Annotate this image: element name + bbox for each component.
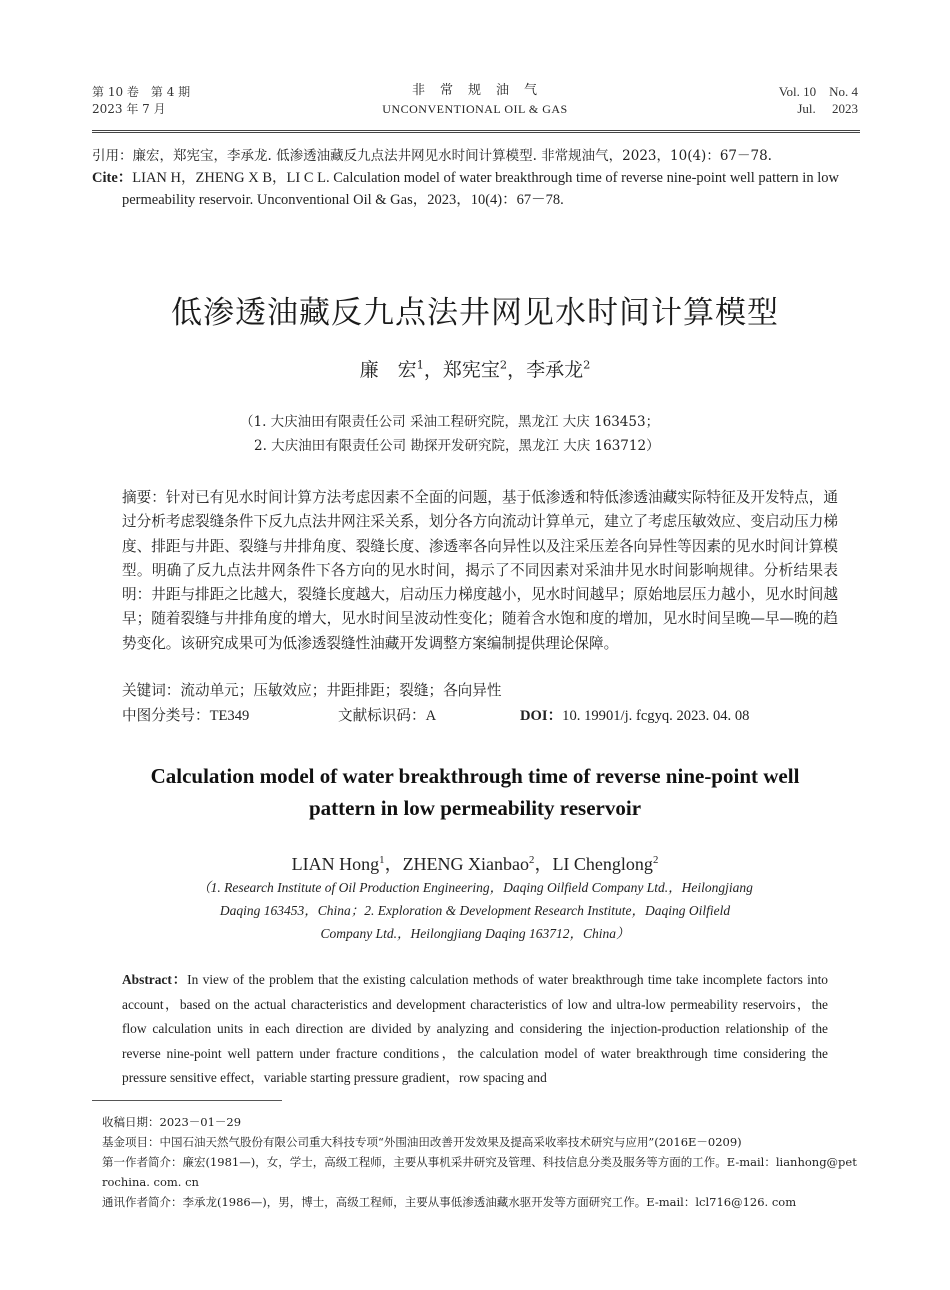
doi: DOI：10. 19901/j. fcgyq. 2023. 04. 08 (520, 708, 750, 724)
author-en-1: LIAN Hong$^1$， (291, 854, 403, 874)
page-title-en: Calculation model of water breakthrough time of reverse nine-point well pattern in low permeability reservoir (150, 764, 800, 820)
keywords-cn (122, 679, 501, 700)
affiliation-cn-1: （1. 大庆油田有限责任公司 采油工程研究院，黑龙江 大庆 163453； (240, 414, 660, 430)
abstract-en-label: Abstract： (122, 972, 188, 987)
citation-en (92, 167, 862, 211)
clc-number: 中图分类号：TE349 (122, 707, 250, 724)
affiliation-en-line-3: Company Ltd.，Heilongjiang Daqing 163712，China） (320, 926, 630, 941)
journal-name-en: UNCONVENTIONAL OIL & GAS (382, 102, 568, 116)
citation-cn (92, 145, 862, 167)
affiliations-cn (240, 410, 740, 458)
affiliations-en (140, 876, 810, 945)
keywords-cn-label: 关键词： (122, 682, 181, 699)
citation-cn-text: 廉宏，郑宪宝，李承龙. 低渗透油藏反九点法井网见水时间计算模型. 非常规油气，2023，10(4)：67－78. (132, 148, 772, 164)
footnote-rule (92, 1100, 282, 1101)
abstract-en-text: In view of the problem that the existing calculation methods of water breakthrough time take incomplete factors into account，based on the actual characteristics and development characteristics of low and ultra-low permeability reservoirs，the flow calculation units in each direction are divided by analyzing and considering the injection-production relationship of the reverse nine-point well pattern under fracture conditions，the calculation model of water breakthrough time considering the pressure sensitive effect，variable starting pressure gradient，row spacing and (122, 972, 828, 1086)
citation-cn-label: 引用： (92, 148, 133, 164)
abstract-cn (122, 486, 838, 656)
citation-en-text: LIAN H，ZHENG X B，LI C L. Calculation model of water breakthrough time of reverse nine-point well pattern in low permeability reservoir. Unconventional Oil & Gas，2023，10(4)：67－78. (122, 170, 839, 208)
date-cn: 2023 年 7 月 (92, 102, 166, 116)
abstract-en (122, 968, 828, 1091)
first-author-bio: 第一作者简介：廉宏(1981—)，女，学士，高级工程师，主要从事机采井研究及管理、科技信息分类及服务等方面的工作。E-mail：lianhong@petrochina. com. cn (102, 1155, 857, 1189)
abstract-cn-label: 摘要： (122, 489, 166, 506)
citation-en-label: Cite： (92, 170, 133, 186)
keywords-cn-text: 流动单元；压敏效应；井距排距；裂缝；各向异性 (180, 682, 502, 699)
fund-project: 基金项目：中国石油天然气股份有限公司重大科技专项“外围油田改善开发效果及提高采收率技术研究与应用”(2016E－0209) (102, 1135, 742, 1149)
author-cn-1: 廉 宏$^1$， (359, 357, 443, 381)
journal-name-cn: 非 常 规 油 气 (411, 83, 538, 98)
document-code: 文献标识码：A (338, 707, 437, 724)
corresponding-author-bio: 通讯作者简介：李承龙(1986—)，男，博士，高级工程师，主要从事低渗透油藏水驱开发等方面研究工作。E-mail：lcl716@126. com (102, 1195, 797, 1209)
footnotes (102, 1112, 862, 1212)
received-date: 收稿日期：2023－01－29 (102, 1115, 242, 1129)
header-rule-double (92, 132, 860, 133)
affiliation-en-line-2: Daqing 163453，China；2. Exploration & Development Research Institute，Daqing Oilfield (219, 903, 731, 918)
abstract-cn-text: 针对已有见水时间计算方法考虑因素不全面的问题，基于低渗透和特低渗透油藏实际特征及开发特点，通过分析考虑裂缝条件下反九点法井网注采关系，划分各方向流动计算单元，建立了考虑压敏效应、变启动压力梯度、排距与井距、裂缝与井排角度、裂缝长度、渗透率各向异性以及注采压差各向异性等因素的见水时间计算模型。明确了反九点法井网条件下各方向的见水时间，揭示了不同因素对采油井见水时间影响规律。分析结果表明：井距与排距之比越大，裂缝长度越大，启动压力梯度越小，见水时间越早；原始地层压力越小，见水时间越早；随着裂缝与井排角度的增大，见水时间呈波动性变化；随着含水饱和度的增加，见水时间呈晚—早—晚的趋势变化。该研究成果可为低渗透裂缝性油藏开发调整方案编制提供理论保障。 (122, 489, 838, 652)
author-cn-3: 李承龙$^2$ (526, 357, 591, 381)
author-cn-2: 郑宪宝$^2$， (442, 357, 527, 381)
header-rule (92, 130, 860, 131)
volume-issue-en: Vol. 10 No. 4 (778, 84, 858, 99)
author-en-3: LI Chenglong$^2$ (552, 854, 659, 874)
page-title-cn: 低渗透油藏反九点法井网见水时间计算模型 (171, 295, 779, 331)
affiliation-en-line-1: （1. Research Institute of Oil Production Engineering，Daqing Oilfield Company Ltd.，Heilongjiang (197, 880, 753, 895)
authors-cn (0, 355, 950, 382)
author-en-2: ZHENG Xianbao$^2$， (402, 854, 553, 874)
volume-issue-cn: 第 10 卷 第 4 期 (92, 85, 191, 99)
affiliation-cn-2: 2. 大庆油田有限责任公司 勘探开发研究院，黑龙江 大庆 163712） (254, 438, 660, 454)
authors-en (0, 850, 950, 876)
date-en: Jul. 2023 (797, 101, 858, 116)
